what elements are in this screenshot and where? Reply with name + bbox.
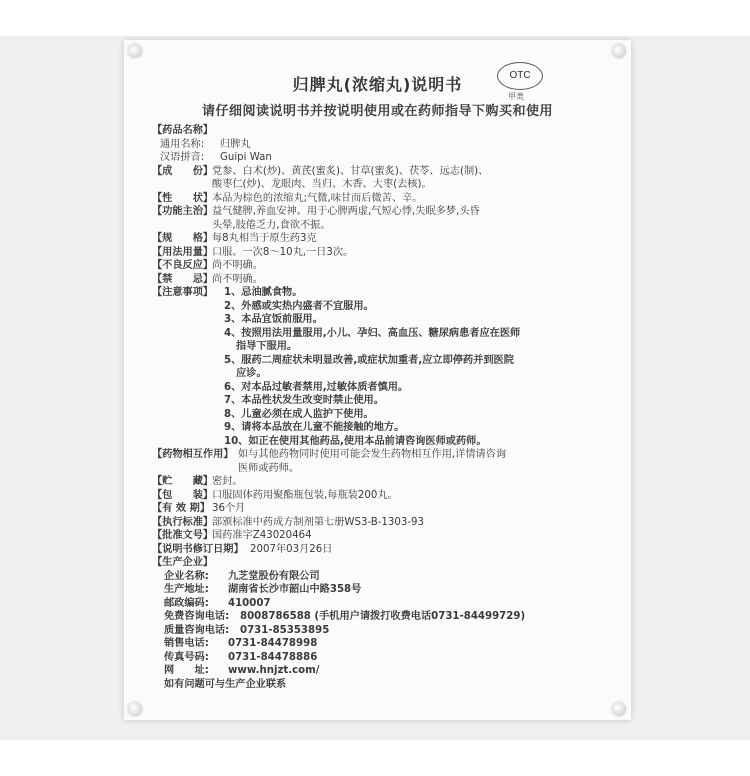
contraindication-label: 【禁 忌】 bbox=[152, 273, 214, 285]
document-title: 归脾丸(浓缩丸)说明书 bbox=[292, 75, 463, 94]
sales-phone-row bbox=[152, 637, 622, 651]
common-name-label: 通用名称: bbox=[160, 138, 205, 150]
spec-label: 【规 格】 bbox=[152, 233, 214, 244]
common-name-row bbox=[152, 138, 622, 152]
revision-label: 【说明书修订日期】 bbox=[152, 543, 244, 555]
indication-row bbox=[152, 205, 622, 219]
usage-label: 【用法用量】 bbox=[152, 246, 214, 258]
spec-row bbox=[152, 232, 622, 246]
ingredients-row-2 bbox=[152, 178, 622, 192]
quality-phone-row bbox=[152, 624, 622, 638]
fax-row bbox=[152, 651, 622, 665]
company-name-value: 九芝堂股份有限公司 bbox=[228, 570, 320, 582]
company-name-label: 企业名称: bbox=[164, 570, 209, 582]
package-row bbox=[152, 489, 622, 503]
indication-label: 【功能主治】 bbox=[152, 206, 214, 217]
usage-value: 口服。一次8～10丸,一日3次。 bbox=[212, 246, 354, 258]
appearance-row bbox=[152, 192, 622, 206]
interaction-row-2 bbox=[152, 462, 622, 476]
pinyin-row bbox=[152, 151, 622, 165]
precaution-item: 3、本品宜饭前服用。 bbox=[224, 314, 323, 325]
package-value: 口服固体药用聚酯瓶包装,每瓶装200丸。 bbox=[212, 489, 398, 501]
maker-heading-row bbox=[152, 556, 622, 570]
revision-row bbox=[152, 543, 622, 557]
instruction-sheet bbox=[124, 40, 631, 720]
standard-label: 【执行标准】 bbox=[152, 516, 214, 528]
spacer bbox=[152, 462, 238, 476]
precaution-label: 【注意事项】 bbox=[152, 287, 214, 298]
website-row bbox=[152, 664, 622, 678]
pinyin-value: Guipi Wan bbox=[220, 152, 272, 163]
pin-bottom-left bbox=[128, 702, 142, 716]
approval-row bbox=[152, 529, 622, 543]
address-value: 湖南省长沙市韶山中路358号 bbox=[228, 584, 362, 595]
standard-row bbox=[152, 516, 622, 530]
website-value: www.hnjzt.com/ bbox=[228, 665, 320, 676]
usage-row bbox=[152, 246, 622, 260]
interaction-line-2: 医师或药师。 bbox=[238, 462, 300, 474]
storage-row bbox=[152, 475, 622, 489]
precaution-item: 应诊。 bbox=[236, 368, 267, 379]
indication-row-2 bbox=[152, 219, 622, 233]
validity-row bbox=[152, 502, 622, 516]
contraindication-value: 尚不明确。 bbox=[212, 273, 263, 285]
precaution-item: 4、按照用法用量服用,小儿、孕妇、高血压、糖尿病患者应在医师 bbox=[224, 327, 521, 339]
appearance-label: 【性 状】 bbox=[152, 192, 214, 204]
otc-class-label: 甲类 bbox=[508, 92, 524, 101]
contraindication-row bbox=[152, 273, 622, 287]
precaution-item: 指导下服用。 bbox=[236, 341, 298, 352]
drug-name-heading: 【药品名称】 bbox=[152, 125, 214, 136]
ingredients-row bbox=[152, 165, 622, 179]
interaction-label: 【药物相互作用】 bbox=[152, 449, 234, 460]
address-row bbox=[152, 583, 622, 597]
approval-value: 国药准字Z43020464 bbox=[212, 530, 312, 541]
quality-phone-label: 质量咨询电话: bbox=[164, 624, 230, 636]
interaction-row bbox=[152, 448, 622, 462]
storage-value: 密封。 bbox=[212, 476, 243, 487]
adverse-label: 【不良反应】 bbox=[152, 260, 214, 271]
postcode-row bbox=[152, 597, 622, 611]
otc-badge: OTC bbox=[497, 62, 543, 90]
pin-top-left bbox=[128, 44, 142, 58]
approval-label: 【批准文号】 bbox=[152, 530, 214, 541]
spec-value: 每8丸相当于原生药3克 bbox=[212, 233, 317, 244]
ingredients-line-2: 酸枣仁(炒)、龙眼肉、当归、木香、大枣(去核)。 bbox=[212, 179, 432, 190]
precaution-item: 8、儿童必须在成人监护下使用。 bbox=[224, 408, 374, 420]
adverse-row bbox=[152, 259, 622, 273]
adverse-value: 尚不明确。 bbox=[212, 260, 263, 271]
sales-phone-value: 0731-84478998 bbox=[228, 638, 318, 649]
package-label: 【包 装】 bbox=[152, 489, 214, 501]
pinyin-label: 汉语拼音: bbox=[160, 152, 205, 163]
precaution-item: 1、忌油腻食物。 bbox=[224, 287, 303, 298]
document-subtitle: 请仔细阅读说明书并按说明使用或在药师指导下购买和使用 bbox=[201, 104, 553, 119]
document-body bbox=[152, 124, 622, 691]
validity-label: 【有 效 期】 bbox=[152, 503, 211, 514]
fax-value: 0731-84478886 bbox=[228, 651, 318, 663]
precaution-row bbox=[152, 286, 622, 300]
precaution-item: 5、服药二周症状未明显改善,或症状加重者,应立即停药并到医院 bbox=[224, 354, 514, 366]
indication-line-1: 益气健脾,养血安神。用于心脾两虚,气短心悸,失眠多梦,头昏 bbox=[212, 206, 480, 217]
sales-phone-label: 销售电话: bbox=[164, 638, 209, 649]
indication-line-2: 头晕,肢倦乏力,食欲不振。 bbox=[212, 219, 331, 231]
precaution-item: 2、外感或实热内盛者不宜服用。 bbox=[224, 300, 374, 312]
maker-heading: 【生产企业】 bbox=[152, 557, 214, 568]
precaution-item: 9、请将本品放在儿童不能接触的地方。 bbox=[224, 422, 405, 433]
precaution-item: 10、如正在使用其他药品,使用本品前请咨询医师或药师。 bbox=[224, 435, 487, 447]
website-label: 网 址: bbox=[164, 665, 209, 676]
hotline-label: 免费咨询电话: bbox=[164, 611, 230, 622]
company-name-row bbox=[152, 570, 622, 584]
drug-name-heading-row bbox=[152, 124, 622, 138]
pin-top-right bbox=[612, 44, 626, 58]
precaution-item: 6、对本品过敏者禁用,过敏体质者慎用。 bbox=[224, 381, 409, 393]
postcode-value: 410007 bbox=[228, 597, 271, 609]
hotline-value: 8008786588 (手机用户请拨打收费电话0731-84499729) bbox=[240, 611, 526, 622]
interaction-line-1: 如与其他药物同时使用可能会发生药物相互作用,详情请咨询 bbox=[238, 449, 507, 460]
storage-label: 【贮 藏】 bbox=[152, 476, 214, 487]
spacer bbox=[152, 178, 212, 192]
revision-value: 2007年03月26日 bbox=[250, 543, 333, 555]
validity-value: 36个月 bbox=[212, 503, 246, 514]
precaution-item: 7、本品性状发生改变时禁止使用。 bbox=[224, 395, 384, 406]
pin-bottom-right bbox=[612, 702, 626, 716]
common-name-value: 归脾丸 bbox=[220, 138, 251, 150]
quality-phone-value: 0731-85353895 bbox=[240, 624, 330, 636]
ingredients-line-1: 党参、白术(炒)、黄芪(蜜炙)、甘草(蜜炙)、茯苓、远志(制)、 bbox=[212, 165, 489, 177]
contact-footer: 如有问题可与生产企业联系 bbox=[164, 678, 287, 690]
address-label: 生产地址: bbox=[164, 584, 209, 595]
fax-label: 传真号码: bbox=[164, 651, 209, 663]
postcode-label: 邮政编码: bbox=[164, 597, 209, 609]
spacer bbox=[152, 219, 212, 233]
appearance-value: 本品为棕色的浓缩丸;气微,味甘而后微苦、辛。 bbox=[212, 192, 423, 204]
hotline-row bbox=[152, 610, 622, 624]
standard-value: 部颁标准中药成方制剂第七册WS3-B-1303-93 bbox=[212, 516, 425, 528]
ingredients-label: 【成 份】 bbox=[152, 165, 214, 177]
